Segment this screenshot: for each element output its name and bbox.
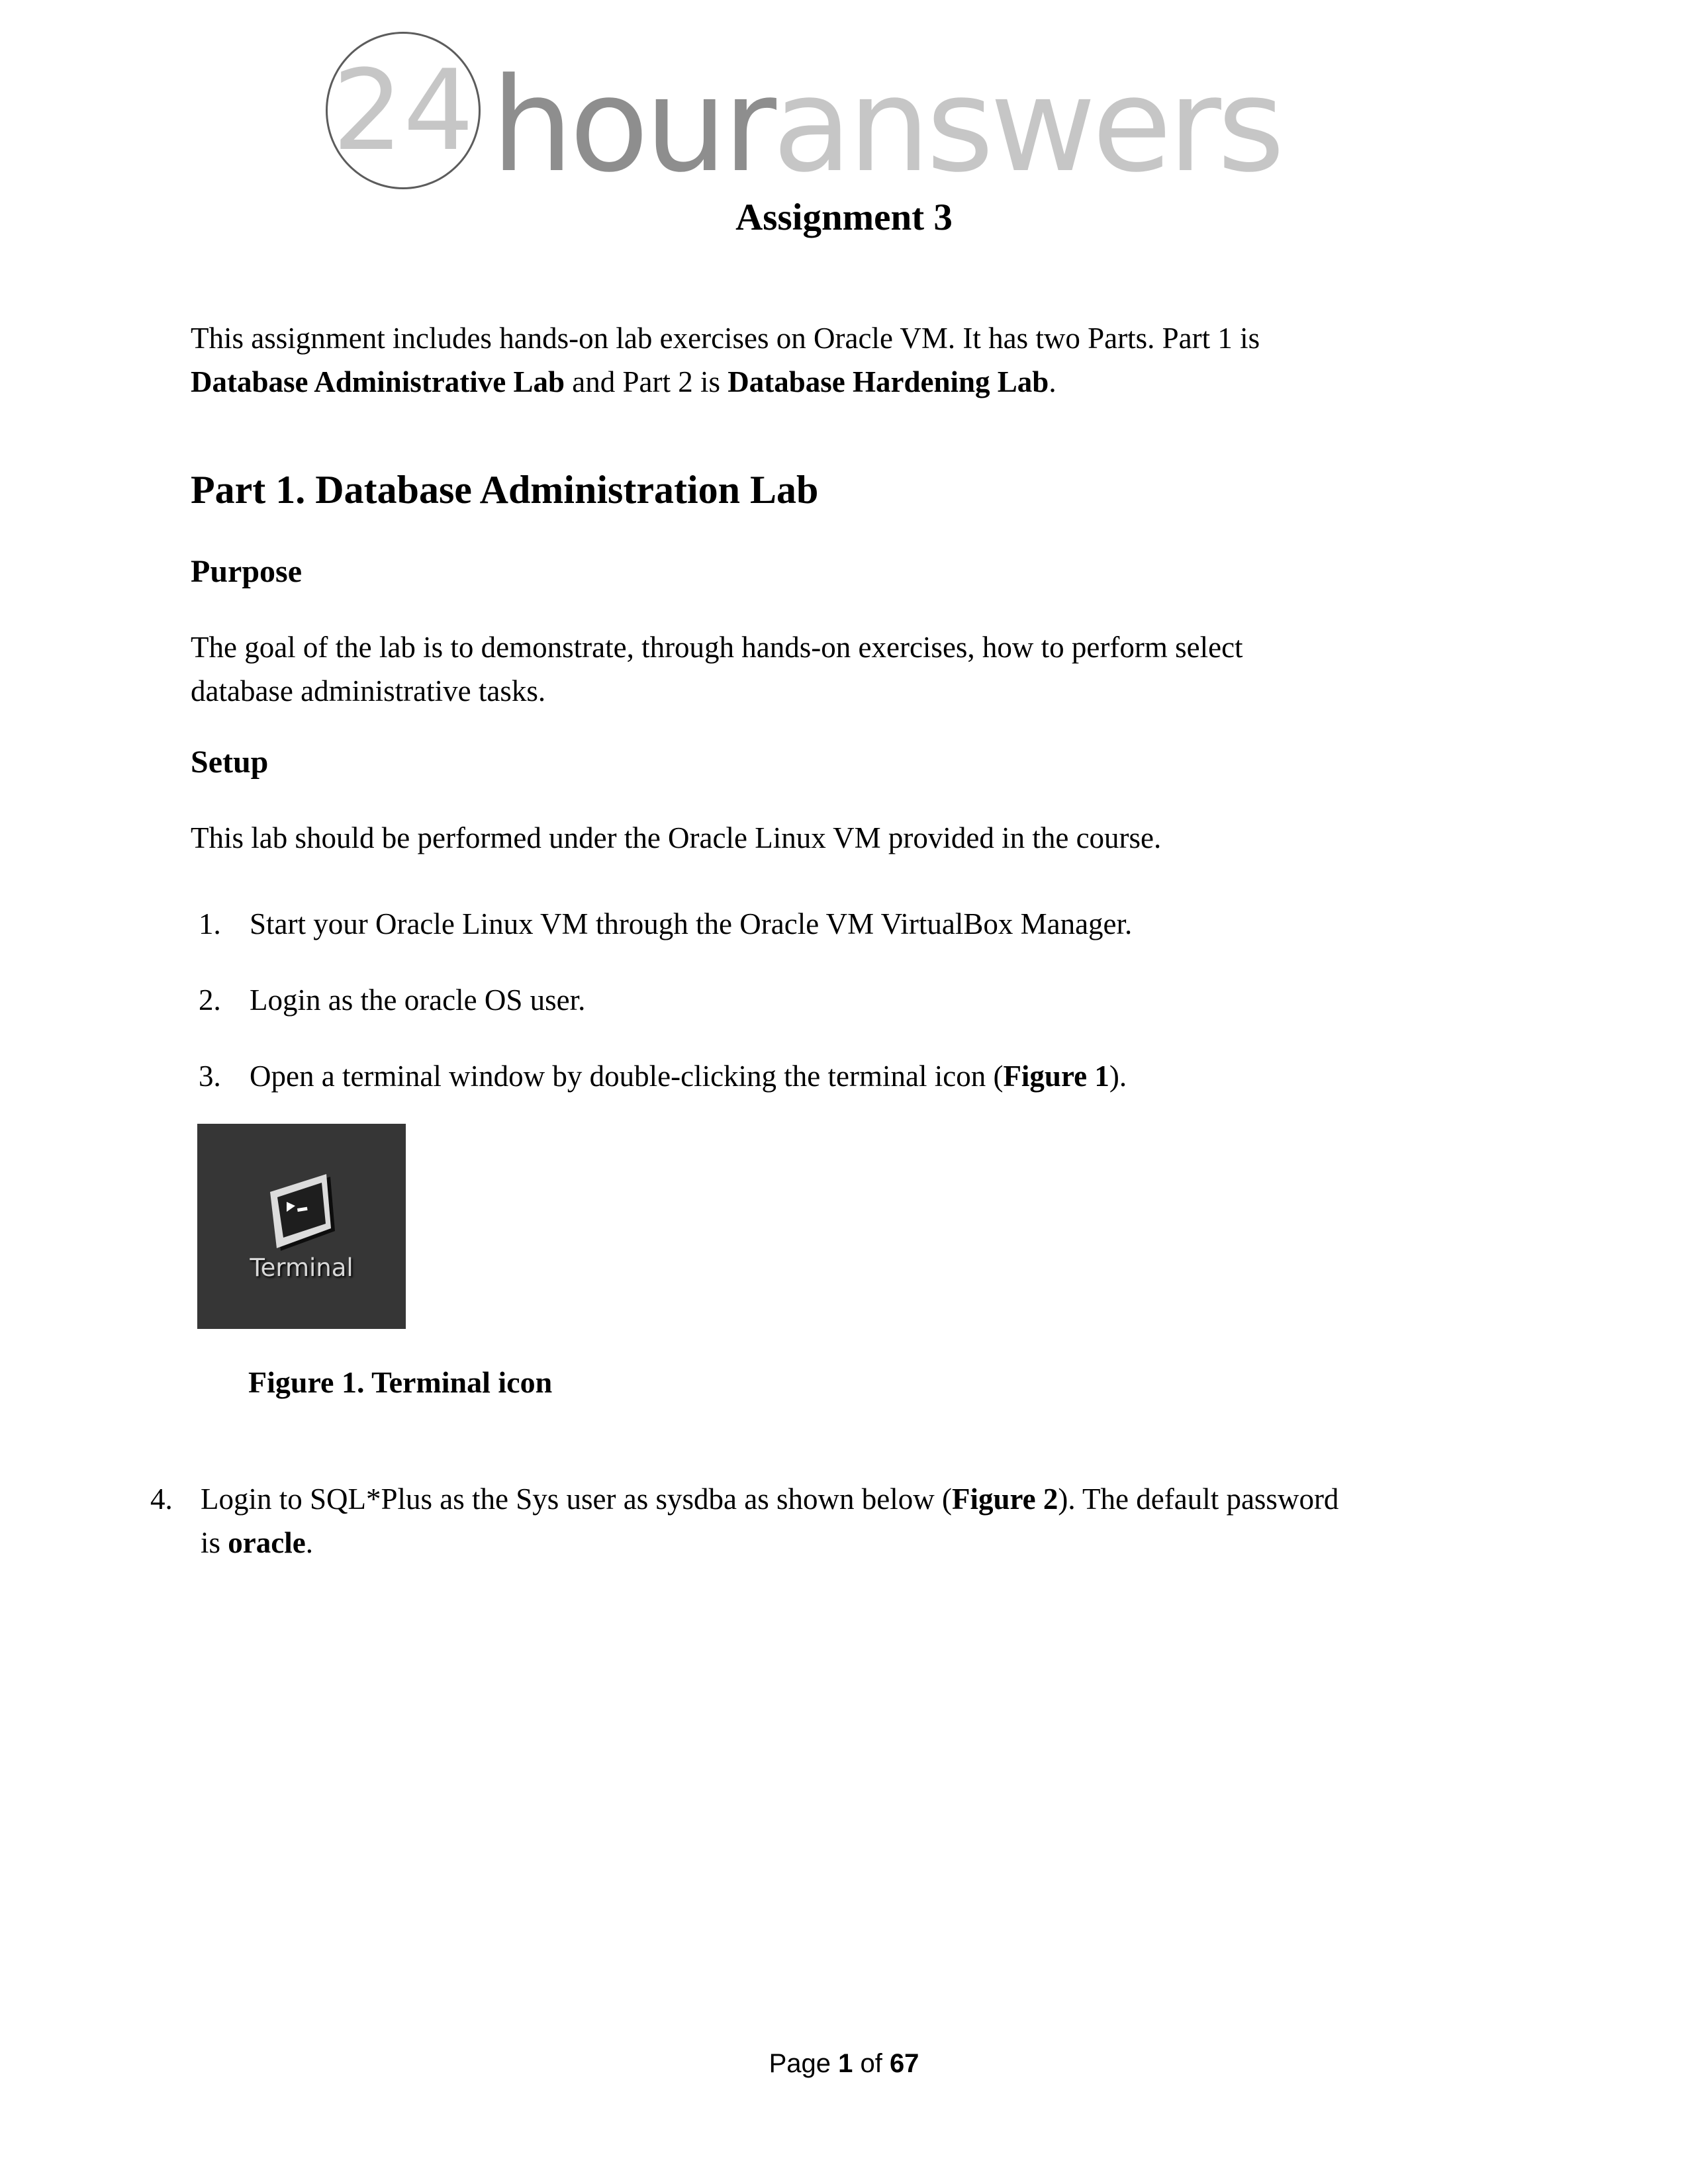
list-item <box>199 978 1562 1022</box>
list-item <box>150 1477 1554 1565</box>
list-item <box>199 1054 1562 1098</box>
list-item-text: Open a terminal window by double-clicking the terminal icon (Figure 1). <box>250 1060 1127 1093</box>
list-item-number: 1. <box>199 907 221 940</box>
list-item-text: Start your Oracle Linux VM through the Oracle VM VirtualBox Manager. <box>250 907 1133 940</box>
list-item-number: 2. <box>199 983 221 1017</box>
purpose-heading: Purpose <box>191 554 302 589</box>
setup-heading: Setup <box>191 745 269 780</box>
list-item-number: 4. <box>150 1482 173 1516</box>
figure1-terminal-desktop-tile <box>197 1124 406 1329</box>
purpose-paragraph: The goal of the lab is to demonstrate, through hands-on exercises, how to perform select database administrative tasks. <box>191 631 1243 707</box>
list-item-text: Login as the oracle OS user. <box>250 983 586 1017</box>
figure1-caption: Figure 1. Terminal icon <box>248 1365 553 1399</box>
part1-heading: Part 1. Database Administration Lab <box>191 468 819 512</box>
list-item-number: 3. <box>199 1060 221 1093</box>
list-item-text: Login to SQL*Plus as the Sys user as sysdba as shown below (Figure 2). The default password is oracle. <box>201 1482 1339 1559</box>
logo-badge-number: 24 <box>332 46 474 175</box>
logo-wordmark <box>491 32 1281 201</box>
page-footer: Page 1 of 67 <box>769 2049 919 2078</box>
terminal-icon <box>257 1162 350 1255</box>
logo-word-answers: answers <box>772 50 1281 201</box>
list-item <box>199 902 1562 946</box>
intro-paragraph: This assignment includes hands-on lab exercises on Oracle VM. It has two Parts. Part 1 is Database Administrative Lab and Part 2 is Database Hardening Lab. <box>191 322 1260 398</box>
logo-word-hour: hour <box>491 50 773 201</box>
document-title: Assignment 3 <box>735 197 953 238</box>
logo-24-badge <box>326 32 481 189</box>
terminal-icon-label: Terminal <box>250 1253 353 1282</box>
setup-paragraph: This lab should be performed under the Oracle Linux VM provided in the course. <box>191 821 1162 854</box>
